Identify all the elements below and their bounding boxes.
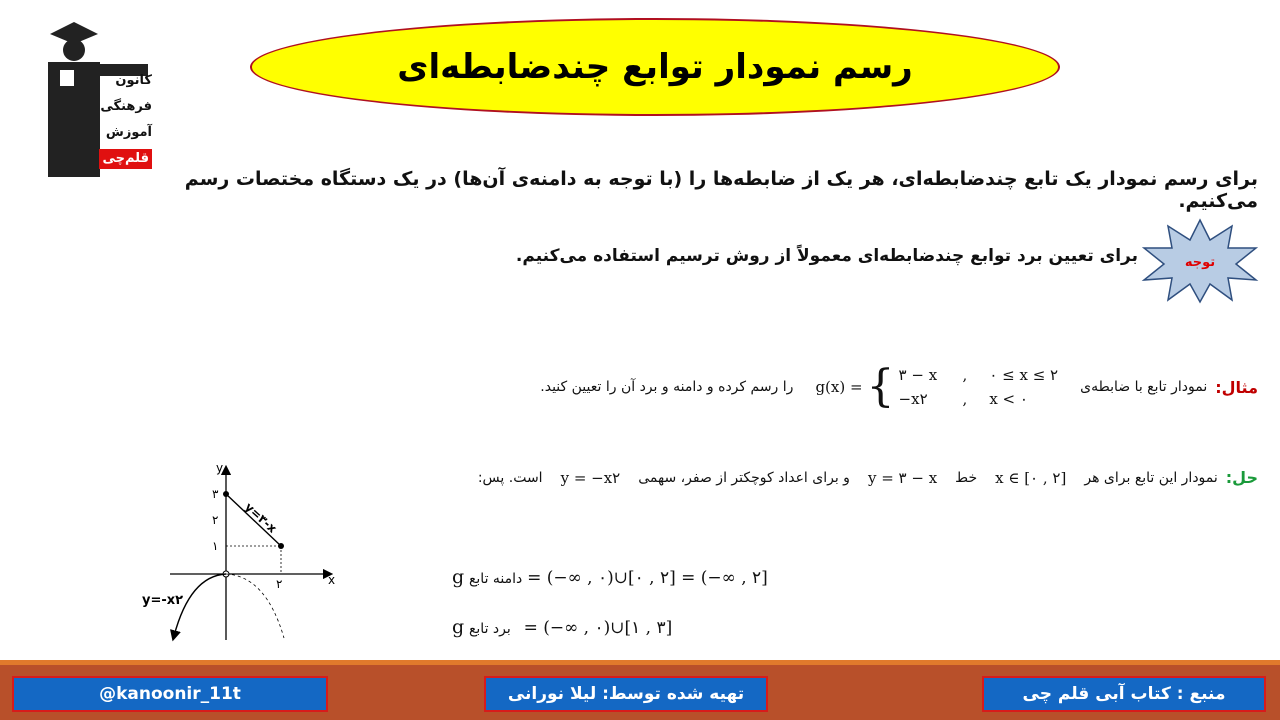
title-banner — [250, 18, 1060, 116]
function-graph — [130, 458, 350, 648]
logo-line-3: آموزش — [105, 125, 152, 140]
tick-y2: ۲ — [212, 513, 219, 527]
line-label: y=۳-x — [241, 499, 280, 536]
footer-author: تهیه شده توسط: لیلا نورانی — [484, 676, 768, 712]
domain-line — [452, 566, 768, 588]
solution-math-2: y = ۳ − x — [867, 468, 938, 487]
piecewise-function — [815, 361, 1059, 412]
x-axis-label: x — [328, 573, 336, 587]
case2-comma: , — [962, 390, 968, 408]
example-line — [540, 361, 1258, 412]
solution-text-1: نمودار این تابع برای هر — [1084, 469, 1218, 486]
function-name: g(x) = — [815, 378, 863, 396]
tick-y3: ۳ — [212, 487, 219, 501]
case1-condition: ۰ ≤ x ≤ ۲ — [989, 366, 1059, 384]
footer-handle: @kanoonir_11t — [12, 676, 328, 712]
note-badge: توجه — [1184, 255, 1216, 270]
intro-text: برای رسم نمودار یک تابع چندضابطه‌ای، هر یک از ضابطه‌ها را (با توجه به دامنه‌ی آن‌ها) در یک دستگاه مختصات رسم می‌کنیم. — [184, 168, 1258, 212]
tick-x2: ۲ — [276, 577, 283, 591]
kanoon-logo — [40, 20, 152, 182]
range-g: g — [452, 616, 465, 638]
logo-line-2: فرهنگی — [100, 99, 152, 114]
point-0-3 — [223, 491, 229, 497]
solution-text-3: و برای اعداد کوچکتر از صفر، سهمی — [638, 469, 850, 486]
domain-g: g — [452, 566, 465, 588]
range-line — [452, 616, 672, 638]
logo-line-1: کانون — [115, 73, 152, 88]
solution-math-3: y = −x۲ — [560, 468, 621, 487]
domain-expression: = (−∞ , ۰)∪[۰ , ۲] = (−∞ , ۲] — [527, 568, 768, 588]
brace-icon: { — [866, 361, 895, 412]
logo-line-4: قلم‌چی — [99, 149, 152, 169]
example-label: مثال: — [1215, 377, 1258, 397]
case1-expression: ۳ − x — [898, 366, 938, 384]
footer-bar — [0, 660, 1280, 720]
point-2-1 — [278, 543, 284, 549]
case2-expression: −x۲ — [898, 390, 928, 408]
y-axis-label: y — [216, 461, 224, 475]
range-expression: = (−∞ , ۰)∪[۱ , ۳] — [523, 618, 673, 638]
footer-source: منبع : کتاب آبی قلم چی — [982, 676, 1266, 712]
solution-label: حل: — [1225, 468, 1258, 487]
page-title: رسم نمودار توابع چندضابطه‌ای — [397, 47, 913, 87]
domain-name: دامنه تابع — [468, 571, 523, 587]
note-text: برای تعیین برد توابع چندضابطه‌ای معمولاً از روش ترسیم استفاده می‌کنیم. — [515, 246, 1138, 266]
range-name: برد تابع — [468, 621, 511, 637]
solution-text-2: خط — [955, 469, 978, 486]
solution-line — [478, 468, 1258, 487]
example-text-after: را رسم کرده و دامنه و برد آن را تعیین کنید. — [540, 379, 794, 395]
solution-text-4: است. پس: — [477, 469, 543, 486]
case2-condition: x < ۰ — [989, 390, 1028, 408]
case1-comma: , — [962, 366, 968, 384]
parabola-label: y=-x۲ — [142, 593, 184, 608]
note-burst-icon — [1140, 218, 1260, 304]
example-text-before: نمودار تابع با ضابطه‌ی — [1080, 379, 1208, 395]
tick-y1: ۱ — [212, 539, 219, 553]
solution-math-1: x ∈ [۰ , ۲] — [995, 468, 1067, 487]
